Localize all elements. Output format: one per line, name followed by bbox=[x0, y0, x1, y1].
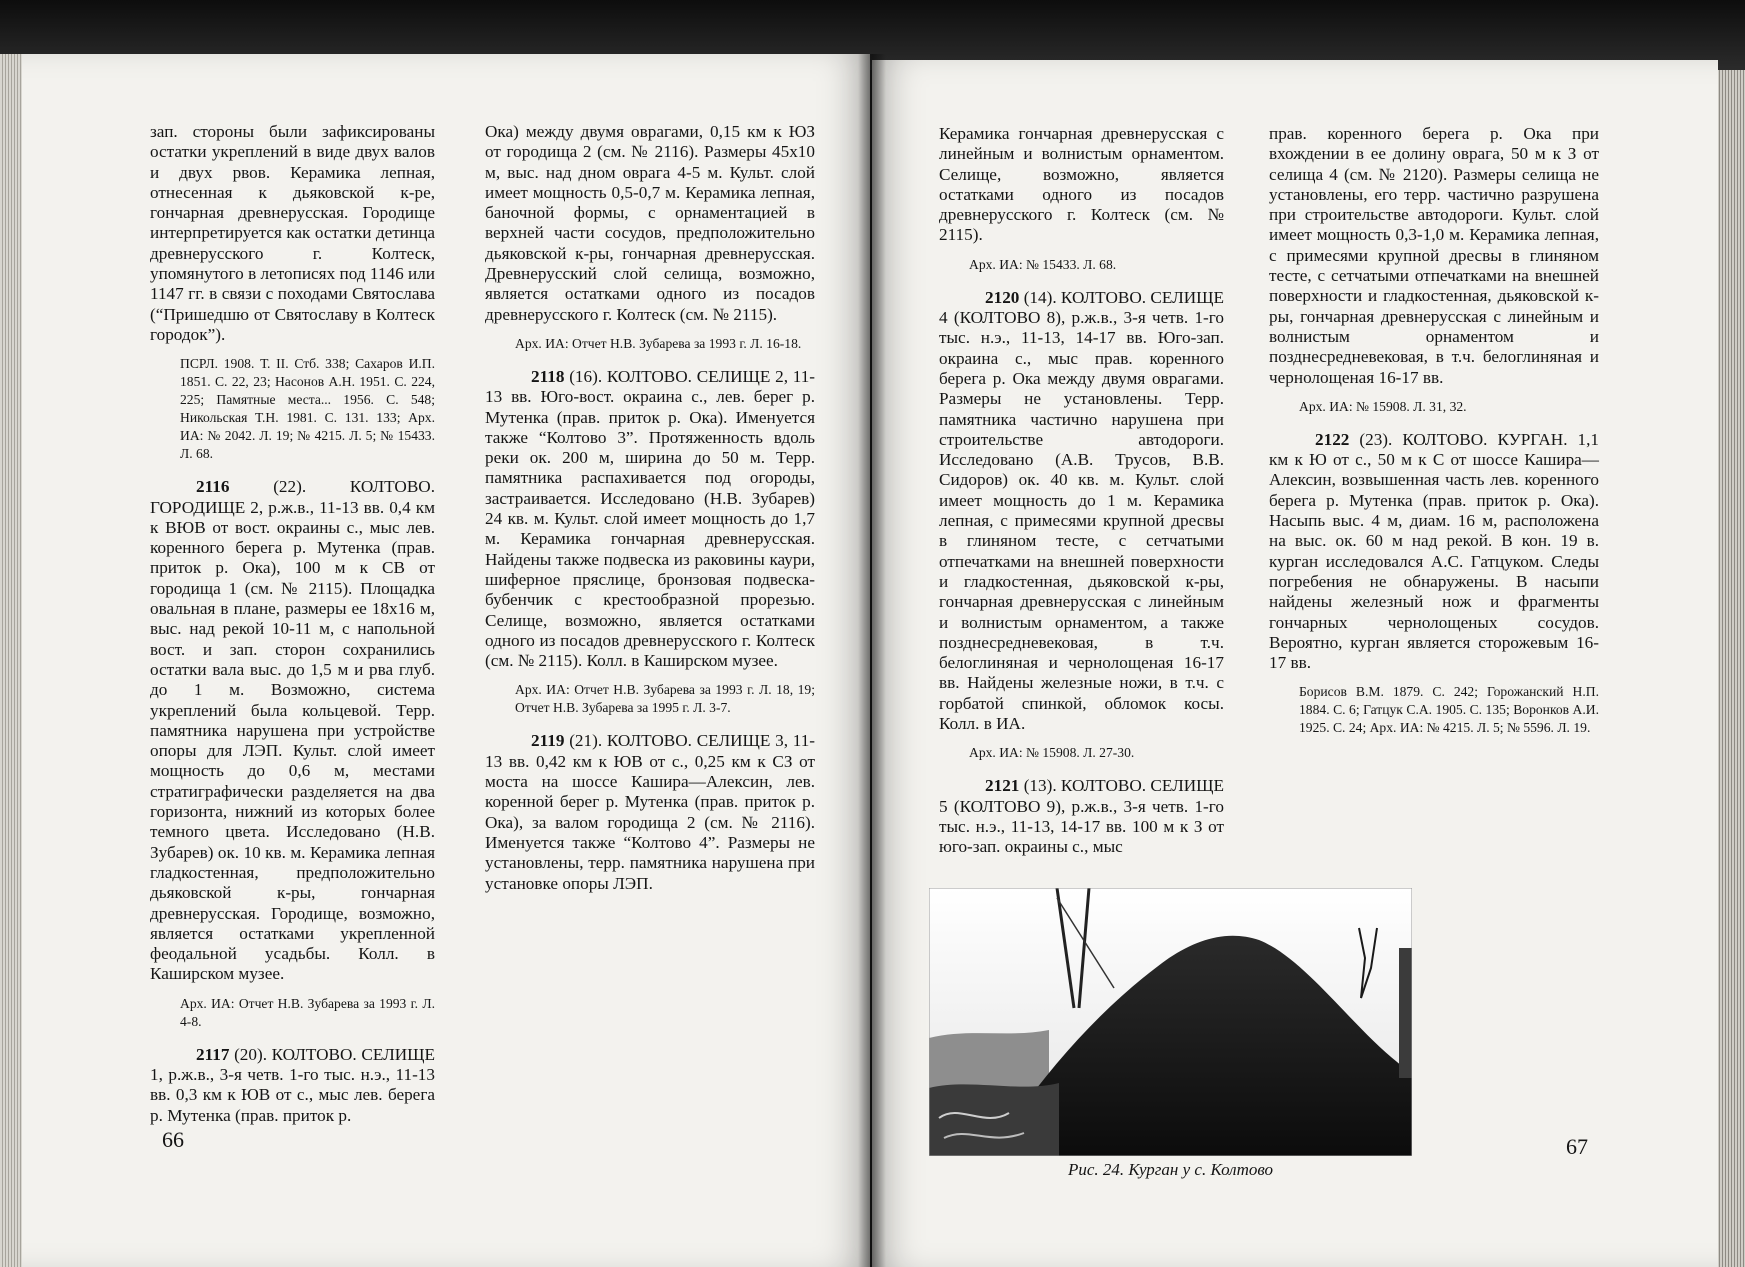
entry-number: 2119 bbox=[531, 731, 565, 751]
book-gutter bbox=[858, 54, 886, 1267]
references: Арх. ИА: Отчет Н.В. Зубарева за 1993 г. Л. 16-18. bbox=[515, 335, 802, 351]
entry-2116 bbox=[150, 477, 435, 984]
figure-caption: Рис. 24. Курган у с. Колтово bbox=[1067, 1160, 1274, 1179]
references: ПСРЛ. 1908. Т. II. Стб. 338; Сахаров И.П. 1851. С. 22, 23; Насонов А.Н. 1951. С. 224, 225; Памятные места... 1956. С. 548; Никольская Т.Н. 1981. С. 131. 133; Арх. ИА: № 2042. Л. 19; № 4215. Л. 5; № 15433. Л. 68. bbox=[180, 356, 435, 462]
entry-text: (14). КОЛТОВО. СЕЛИЩЕ 4 (КОЛТОВО 8), р.ж.в., 3-я четв. 1-го тыс. н.э., 11-13, 14-17 вв. Юго-зап. окраина с., мыс прав. коренного берега р. Ока между двумя оврагами. Размеры не установлены. Терр. памятника частично нарушена при строительстве автодороги. Исследовано (А.В. Трусов, В.В. Сидоров) ок. 40 кв. м. Культ. слой имеет мощность до 1 м. Керамика лепная, с примесями крупной дресвы в глиняном тесте, с сетчатыми отпечатками на внешней поверхности и гладкостенная, дьяковской к-ры, гончарная древнерусская с линейным и волнистым орнаментом, а также позднесредневековая, в т.ч. белоглиняная и чернолощеная 16-17 вв. Найдены железные ножи, в т.ч. с горбатой спинкой, обломок косы. Колл. в ИА. bbox=[939, 287, 1224, 734]
kurgan-photo bbox=[929, 888, 1412, 1156]
entry-number: 2122 bbox=[1315, 429, 1350, 449]
entry-number: 2121 bbox=[985, 776, 1020, 796]
right-page bbox=[872, 60, 1718, 1267]
references: Борисов В.М. 1879. С. 242; Горожанский Н.П. 1884. С. 6; Гатцук С.А. 1905. С. 135; Воронков А.И. 1925. С. 24; Арх. ИА: № 4215. Л. 5; № 5596. Л. 19. bbox=[1299, 684, 1599, 736]
page-edges-right bbox=[1714, 70, 1745, 1267]
left-column-2 bbox=[485, 122, 815, 894]
entry-2121 bbox=[939, 776, 1224, 857]
entry-number: 2118 bbox=[531, 366, 565, 386]
left-column-1 bbox=[150, 122, 435, 1126]
entry-text: (21). КОЛТОВО. СЕЛИЩЕ 3, 11-13 вв. 0,42 км к ЮВ от с., 0,25 км к СЗ от моста на шоссе Кашира—Алексин, лев. коренной берег р. Мутенка (прав. приток р. Ока), за валом городища 2 (см. № 2116). Именуется также “Колтово 4”. Размеры не установлены, терр. памятника нарушена при установке опоры ЛЭП. bbox=[485, 731, 816, 893]
entry-number: 2116 bbox=[196, 477, 230, 497]
right-column-1 bbox=[939, 124, 1224, 858]
right-column-2 bbox=[1269, 124, 1599, 751]
entry-text: (22). КОЛТОВО. ГОРОДИЩЕ 2, р.ж.в., 11-13 вв. 0,4 км к ВЮВ от вост. окраины с., мыс лев. коренного берега р. Мутенка (прав. приток р. Ока), 100 м к СВ от городища 1 (см. № 2115). Площадка овальная в плане, размеры ее 18х16 м, выс. над рекой 10-11 м, с напольной вост. и зап. сторон сохранились остатки вала выс. до 1,5 м и рва глуб. до 1 м. Возможно, система укреплений была кольцевой. Терр. памятника нарушена при устройстве опоры для ЛЭП. Культ. слой имеет мощность до 0,6 м, местами стратиграфически разделяется на два горизонта, нижний из которых более темного цвета. Исследовано (Н.В. Зубарев) ок. 10 кв. м. Керамика лепная гладкостенная, предположительно дьяковской к-ры, гончарная древнерусская. Городище, возможно, является остатками укрепленной феодальной усадьбы. Колл. в Каширском музее. bbox=[150, 477, 435, 984]
continued-text: зап. стороны были зафиксированы остатки укреплений в виде двух валов и двух рвов. Керамика лепная, отнесенная к дьяковской к-ре, гончарная древнерусская. Городище интерпретируется как остатки детинца древнерусского г. Колтеск, упомянутого в летописях под 1146 или 1147 гг. в связи с походами Святослава (“Пришедшю от Святославу в Колтеск городок”). bbox=[150, 122, 435, 344]
entry-text: (23). КОЛТОВО. КУРГАН. 1,1 км к Ю от с., 50 м к С от шоссе Кашира—Алексин, возвышенная часть лев. коренного берега р. Мутенка (прав. приток р. Ока). Насыпь выс. 4 м, диам. 16 м, расположена на выс. ок. 60 м над рекой. В кон. 19 в. курган исследовался А.С. Гатцуком. Следы погребения не обнаружены. В насыпи найдены железный нож и фрагменты гончарных чернолощеных сосудов. Вероятно, курган является сторожевым 16-17 вв. bbox=[1269, 429, 1599, 673]
references: Арх. ИА: № 15908. Л. 31, 32. bbox=[1299, 398, 1467, 414]
references: Арх. ИА: № 15908. Л. 27-30. bbox=[969, 745, 1135, 761]
references: Арх. ИА: Отчет Н.В. Зубарева за 1993 г. Л. 18, 19; Отчет Н.В. Зубарева за 1995 г. Л. 3-7. bbox=[515, 682, 815, 716]
continued-text: прав. коренного берега р. Ока при вхождении в ее долину оврага, 50 м к З от селища 4 (см. № 2120). Размеры селища не установлены, его терр. частично разрушена при строительстве автодороги. Культ. слой имеет мощность 0,3-1,0 м. Керамика лепная, с примесями крупной дресвы в глиняном тесте, с сетчатыми отпечатками на внешней поверхности и гладкостенная, дьяковской к-ры, гончарная древнерусская с линейным и волнистым орнаментом и позднесредневековая, в т.ч. белоглиняная и чернолощеная 16-17 вв. bbox=[1269, 124, 1599, 387]
entry-2119 bbox=[485, 731, 815, 893]
entry-text: (16). КОЛТОВО. СЕЛИЩЕ 2, 11-13 вв. Юго-вост. окраина с., лев. берег р. Мутенка (прав. приток р. Ока). Именуется также “Колтово 3”. Протяженность вдоль реки ок. 200 м, ширина до 50 м. Терр. памятника распахивается под огороды, застраивается. Исследовано (Н.В. Зубарев) 24 кв. м. Культ. слой имеет мощность до 1,7 м. Керамика гончарная древнерусская. Найдены также подвеска из раковины каури, шиферное пряслице, бронзовая подвеска-бубенчик с крестообразной прорезью. Селище, возможно, является остатками одного из посадов древнерусского г. Колтеск (см. № 2115). Колл. в Каширском музее. bbox=[485, 366, 816, 671]
references: Арх. ИА: Отчет Н.В. Зубарева за 1993 г. Л. 4-8. bbox=[180, 995, 435, 1029]
page-number: 66 bbox=[162, 1127, 184, 1152]
entry-2118 bbox=[485, 367, 815, 671]
entry-text: (20). КОЛТОВО. СЕЛИЩЕ 1, р.ж.в., 3-я четв. 1-го тыс. н.э., 11-13 вв. 0,3 км к ЮВ от с., мыс лев. берега р. Мутенка (прав. приток р. bbox=[150, 1044, 435, 1125]
page-number: 67 bbox=[1566, 1134, 1588, 1159]
entry-text: (13). КОЛТОВО. СЕЛИЩЕ 5 (КОЛТОВО 9), р.ж.в., 3-я четв. 1-го тыс. н.э., 11-13, 14-17 вв. 100 м к З от юго-зап. окраины с., мыс bbox=[939, 776, 1224, 857]
references: Арх. ИА: № 15433. Л. 68. bbox=[969, 256, 1117, 272]
entry-2117 bbox=[150, 1045, 435, 1126]
continued-text: Керамика гончарная древнерусская с линейным и волнистым орнаментом. Селище, возможно, является остатками одного из посадов древнерусского г. Колтеск (см. № 2115). bbox=[939, 124, 1224, 245]
entry-2120 bbox=[939, 288, 1224, 735]
entry-number: 2120 bbox=[985, 287, 1020, 307]
continued-text: Ока) между двумя оврагами, 0,15 км к ЮЗ от городища 2 (см. № 2116). Размеры 45х10 м, выс. над дном оврага 4-5 м. Культ. слой имеет мощность 0,5-0,7 м. Керамика лепная, баночной формы, с орнаментацией в верхней части сосудов, предположительно дьяковской к-ры, гончарная древнерусская. Древнерусский слой селища, возможно, является остатками одного из посадов древнерусского г. Колтеск (см. № 2115). bbox=[485, 122, 815, 324]
entry-2122 bbox=[1269, 430, 1599, 674]
left-page bbox=[22, 54, 870, 1267]
entry-number: 2117 bbox=[196, 1044, 230, 1064]
